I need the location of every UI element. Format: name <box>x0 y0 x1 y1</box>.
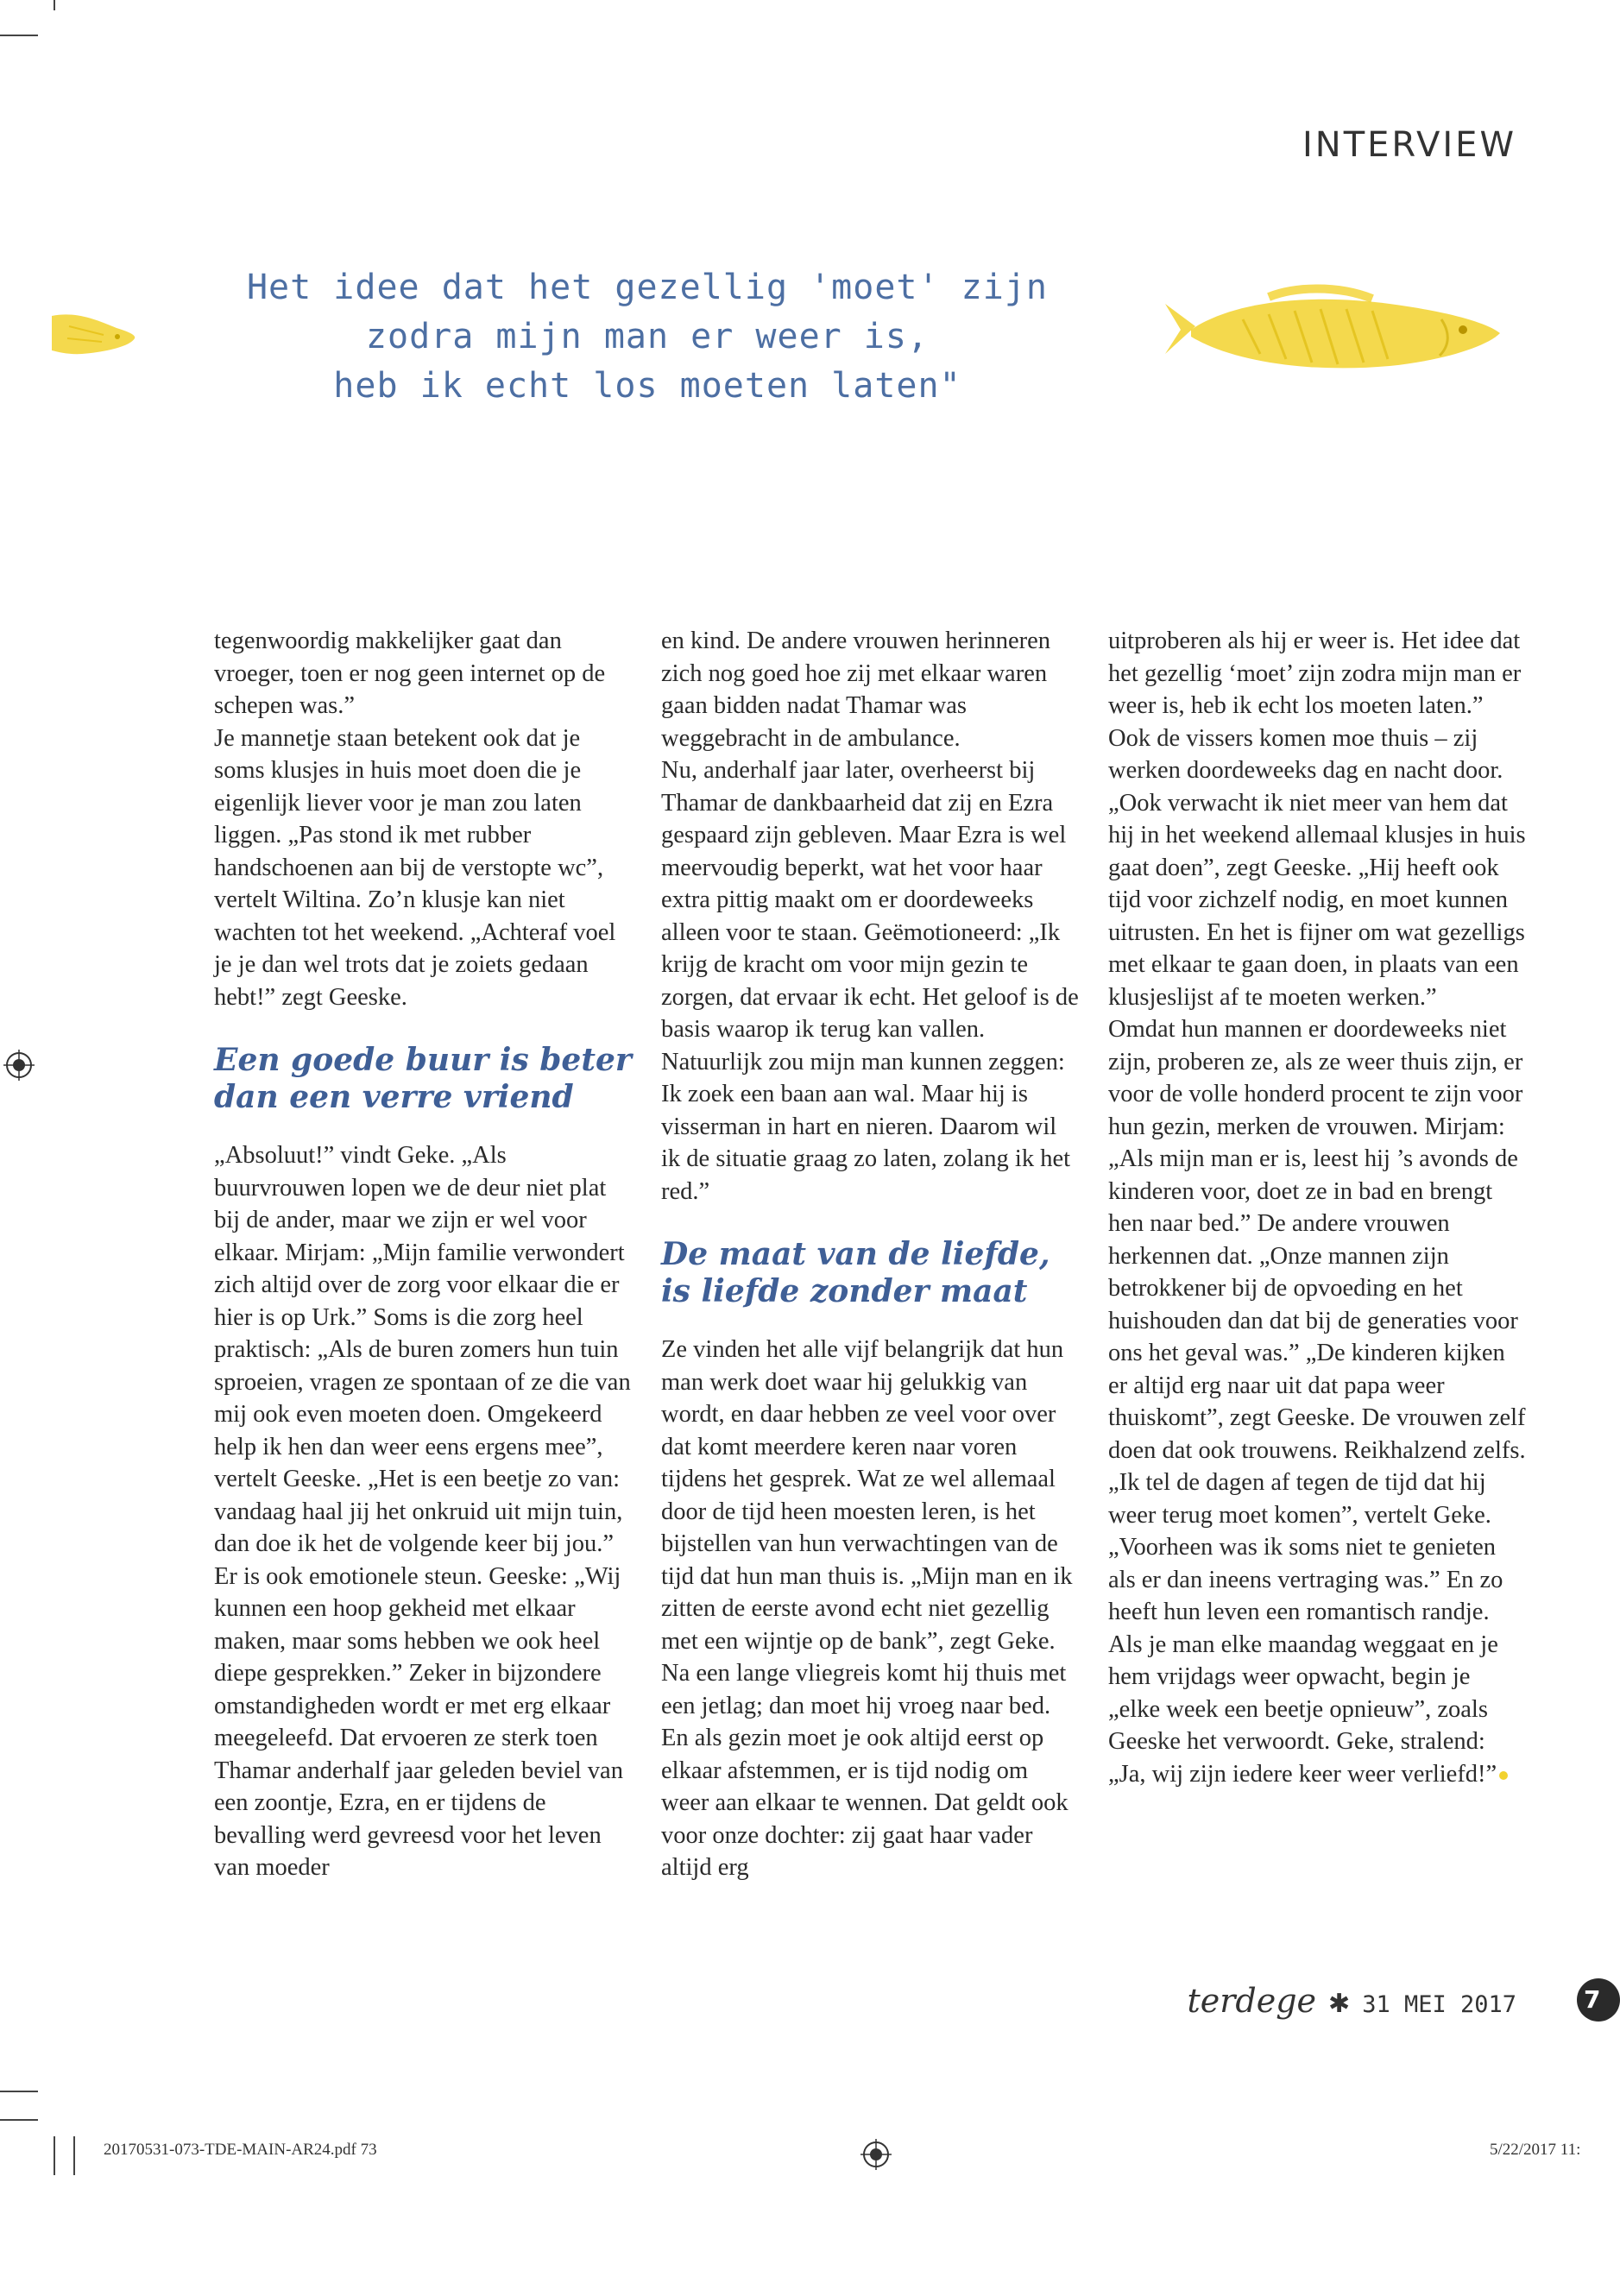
article-paragraph: Nu, anderhalf jaar later, overheerst bij Thamar de dankbaarheid dat zij en Ezra gespaard zijn gebleven. Maar Ezra is wel meervoudig beperkt, wat het voor haar extra pittig maakt om er doordeweeks alleen voor te staan. Geëmotioneerd: „Ik krijg de kracht om voor mijn gezin te zorgen, dat ervaar ik echt. Het geloof is de basis waarop ik terug kan vallen. Natuurlijk zou mijn man kunnen zeggen: Ik zoek een baan aan wal. Maar hij is visserman in hart en nieren. Daarom wil ik de situatie graag zo laten, zolang ik het red.” <box>661 757 1079 1205</box>
article-paragraph: Ook de vissers komen moe thuis – zij werken doordeweeks dag en nacht door. „Ook verwacht ik niet meer van hem dat hij in het weekend allemaal klusjes in huis gaat doen”, zegt Geeske. „Hij heeft ook tijd voor zichzelf nodig, en moet kunnen uitrusten. En het is fijner om wat gezelligs met elkaar te gaan doen, in plaats van een klusjeslijst af te moeten werken.” <box>1108 724 1526 1011</box>
fish-right-illustration <box>1165 285 1506 388</box>
crop-mark <box>54 2136 55 2175</box>
article-paragraph: uitproberen als hij er weer is. Het idee dat het gezellig ‘moet’ zijn zodra mijn man er weer is, heb ik echt los moeten laten.” <box>1108 628 1522 719</box>
crop-mark <box>0 2119 38 2121</box>
article-paragraph: en kind. De andere vrouwen herinneren zich nog goed hoe zij met elkaar waren gaan bidden nadat Thamar was weggebracht in de ambulance. <box>661 628 1051 752</box>
end-mark-icon <box>1499 1771 1508 1780</box>
star-icon: ✱ <box>1328 1989 1351 2019</box>
article-column-2 <box>661 625 1080 1884</box>
article-paragraph: Er is ook emotionele steun. Geeske: „Wij kunnen een hoop gekheid met elkaar maken, maar soms hebben we ook heel diepe gesprekken.” Zeker in bijzondere omstandigheden wordt er met erg elkaar meegeleefd. Dat ervoeren ze sterk toen Thamar anderhalf jaar geleden beviel van een zoontje, Ezra, en er tijdens de bevalling werd gevreesd voor het leven van moeder <box>214 1562 623 1881</box>
section-label: INTERVIEW <box>1302 125 1516 165</box>
magazine-brand: terdege <box>1187 1982 1317 2020</box>
crop-mark <box>54 0 55 10</box>
article-paragraph: Ze vinden het alle vijf belangrijk dat hun man werk doet waar hij gelukkig van wordt, en daar hebben ze veel voor over dat komt meerdere keren naar voren tijdens het gesprek. Wat ze wel allemaal door de tijd heen moesten leren, is het bijstellen van hun verwachtingen van de tijd dat hun man thuis is. „Mijn man en ik zitten de eerste avond echt niet gezellig met een wijntje op de bank”, zegt Geke. Na een lange vliegreis komt hij thuis met een jetlag; dan moet hij vroeg naar bed. En als gezin moet je ook altijd eerst op elkaar afstemmen, er is tijd nodig om weer aan elkaar te wennen. Dat geldt ook voor onze dochter: zij gaat haar vader altijd erg <box>661 1336 1073 1881</box>
article-paragraph <box>1108 1013 1527 1790</box>
article-column-1 <box>214 625 633 1884</box>
article-column-3 <box>1108 625 1527 1790</box>
article-paragraph: „Absoluut!” vindt Geke. „Als buurvrouwen lopen we de deur niet plat bij de ander, maar we zijn er wel voor elkaar. Mirjam: „Mijn familie verwondert zich altijd over de zorg voor elkaar die er hier is op Urk.” Soms is die zorg heel praktisch: „Als de buren zomers hun tuin sproeien, vragen ze spontaan of ze die van mij ook even moeten doen. Omgekeerd help ik hen dan weer eens ergens mee”, vertelt Geeske. „Het is een beetje zo van: vandaag haal jij het onkruid uit mijn tuin, dan doe ik het de volgende keer bij jou.” <box>214 1142 631 1557</box>
article-text: Omdat hun mannen er doordeweeks niet zijn, proberen ze, als ze weer thuis zijn, er voor de volle honderd procent te zijn voor hun gezin, merken de vrouwen. Mirjam: „Als mijn man er is, leest hij ’s avonds de kinderen voor, doet ze in bad en brengt hen naar bed.” De andere vrouwen herkennen dat. „Onze mannen zijn betrokkener bij de opvoeding en het huishouden dan dat bij de generaties voor ons het geval was.” „De kinderen kijken er altijd erg naar uit dat papa weer thuiskomt”, zegt Geeske. De vrouwen zelf doen dat ook trouwens. Reikhalzend zelfs. „Ik tel de dagen af tegen de tijd dat hij weer terug moet komen”, vertelt Geke. „Voorheen was ik soms niet te genieten als er dan ineens vertraging was.” En zo heeft hun leven een romantisch randje. Als je man elke maandag weggaat en je hem vrijdags weer opwacht, begin je „elke week een beetje opnieuw”, zoals Geeske het verwoordt. Geke, stralend: „Ja, wij zijn iedere keer weer verliefd!” <box>1108 1016 1526 1788</box>
article-paragraph: tegenwoordig makkelijker gaat dan vroeger, toen er nog geen internet op de schepen was.” <box>214 628 606 719</box>
subheading: De maat van de liefde, is liefde zonder maat <box>661 1236 1050 1309</box>
article-paragraph: Je mannetje staan betekent ook dat je soms klusjes in huis moet doen die je eigenlijk liever voor je man zou laten liggen. „Pas stond ik met rubber handschoenen aan bij de verstopte wc”, vertelt Wiltina. Zo’n klusje kan niet wachten tot het weekend. „Achteraf voel je je dan wel trots dat je zoiets gedaan hebt!” zegt Geeske. <box>214 724 616 1011</box>
registration-mark-icon <box>3 1050 35 1081</box>
subheading: Een goede buur is beter dan een verre vriend <box>214 1042 632 1115</box>
page-footer <box>1187 1982 1516 2020</box>
pull-quote-line: Het idee dat het gezellig 'moet' zijn <box>246 268 1049 307</box>
issue-date: 31 MEI 2017 <box>1362 1991 1516 2018</box>
pull-quote <box>216 263 1079 411</box>
pull-quote-line: zodra mijn man er weer is, <box>365 317 930 356</box>
page-number: 7 <box>1577 1978 1620 2022</box>
registration-mark-icon <box>860 2139 892 2170</box>
fish-left-illustration <box>52 309 138 361</box>
crop-mark <box>73 2136 75 2175</box>
crop-mark <box>0 2091 38 2092</box>
print-slug-filename: 20170531-073-TDE-MAIN-AR24.pdf 73 <box>104 2141 377 2159</box>
pull-quote-line: heb ik echt los moeten laten" <box>333 366 961 406</box>
crop-mark <box>0 35 38 36</box>
print-slug-timestamp: 5/22/2017 11: <box>1490 2141 1581 2159</box>
